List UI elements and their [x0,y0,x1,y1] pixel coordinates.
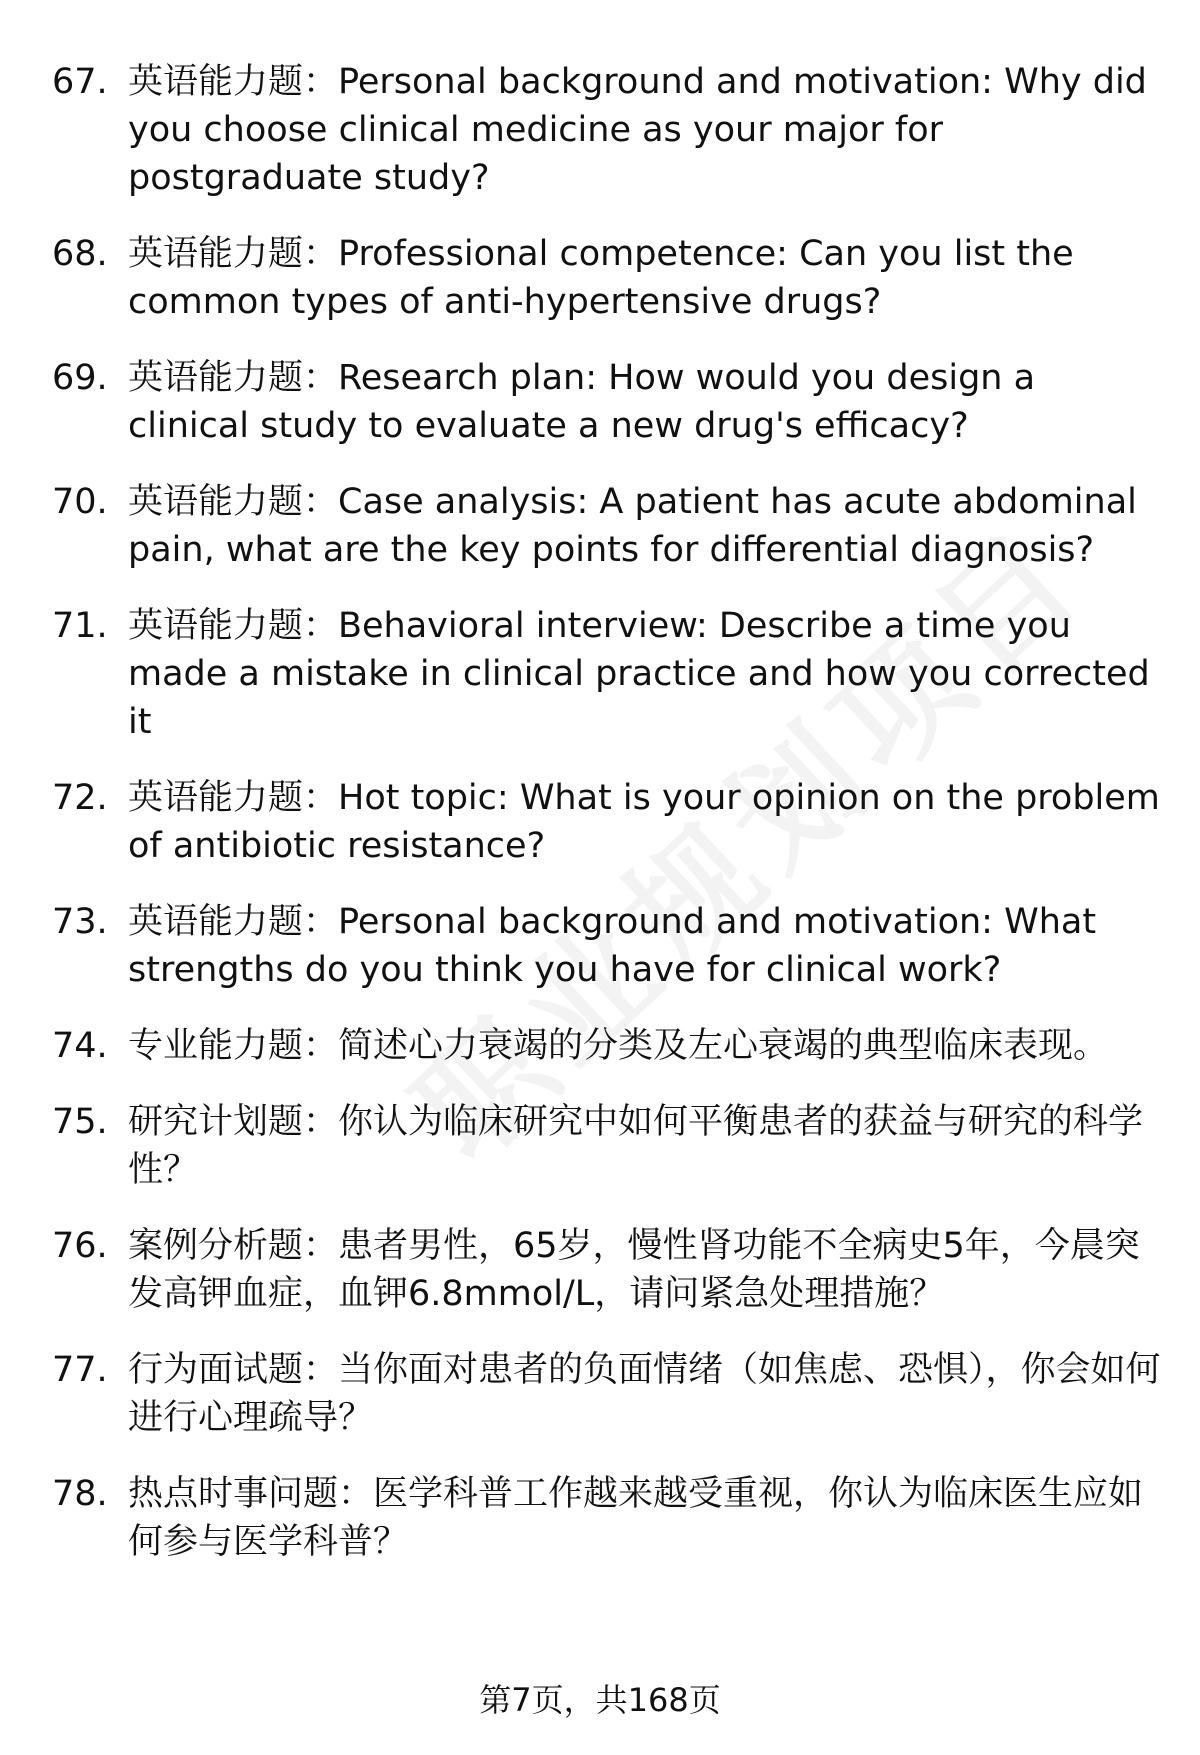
question-text: 案例分析题：患者男性，65岁，慢性肾功能不全病史5年，今晨突发高钾血症，血钾6.8mmol/L，请问紧急处理措施？ [128,1226,1140,1314]
question-item [52,478,1162,574]
question-item [52,1098,1162,1194]
question-text: 英语能力题：Case analysis: A patient has acute abdominal pain, what are the key points for differential diagnosis? [128,482,1137,570]
question-item [52,58,1162,202]
question-item [52,1470,1162,1566]
question-item [52,1346,1162,1442]
question-text: 英语能力题：Research plan: How would you design a clinical study to evaluate a new drug's efficacy? [128,358,1036,446]
question-text: 研究计划题：你认为临床研究中如何平衡患者的获益与研究的科学性？ [128,1102,1144,1190]
question-text: 英语能力题：Personal background and motivation: What strengths do you think you have for clinical work? [128,902,1097,990]
question-text: 英语能力题：Hot topic: What is your opinion on the problem of antibiotic resistance? [128,778,1160,866]
question-number: 73. [52,902,108,942]
question-item [52,898,1162,994]
question-number: 77. [52,1350,108,1390]
question-number: 67. [52,62,108,102]
question-text: 专业能力题：简述心力衰竭的分类及左心衰竭的典型临床表现。 [128,1026,1109,1066]
question-list [52,58,1162,1594]
question-text: 热点时事问题：医学科普工作越来越受重视，你认为临床医生应如何参与医学科普？ [128,1474,1144,1562]
question-number: 72. [52,778,108,818]
question-item [52,1022,1162,1070]
question-number: 75. [52,1102,108,1142]
page-number-footer: 第7页，共168页 [479,1681,721,1719]
question-number: 78. [52,1474,108,1514]
question-text: 英语能力题：Behavioral interview: Describe a time you made a mistake in clinical practice and how you corrected it [128,606,1150,742]
question-number: 76. [52,1226,108,1266]
question-number: 68. [52,234,108,274]
question-text: 行为面试题：当你面对患者的负面情绪（如焦虑、恐惧），你会如何进行心理疏导？ [128,1350,1161,1438]
question-number: 70. [52,482,108,522]
question-number: 71. [52,606,108,646]
question-item [52,774,1162,870]
question-item [52,1222,1162,1318]
question-item [52,602,1162,746]
question-item [52,230,1162,326]
question-item [52,354,1162,450]
question-text: 英语能力题：Personal background and motivation: Why did you choose clinical medicine as your major for postgraduate study? [128,62,1147,198]
question-number: 69. [52,358,108,398]
question-number: 74. [52,1026,108,1066]
question-text: 英语能力题：Professional competence: Can you list the common types of anti-hypertensive drugs? [128,234,1074,322]
